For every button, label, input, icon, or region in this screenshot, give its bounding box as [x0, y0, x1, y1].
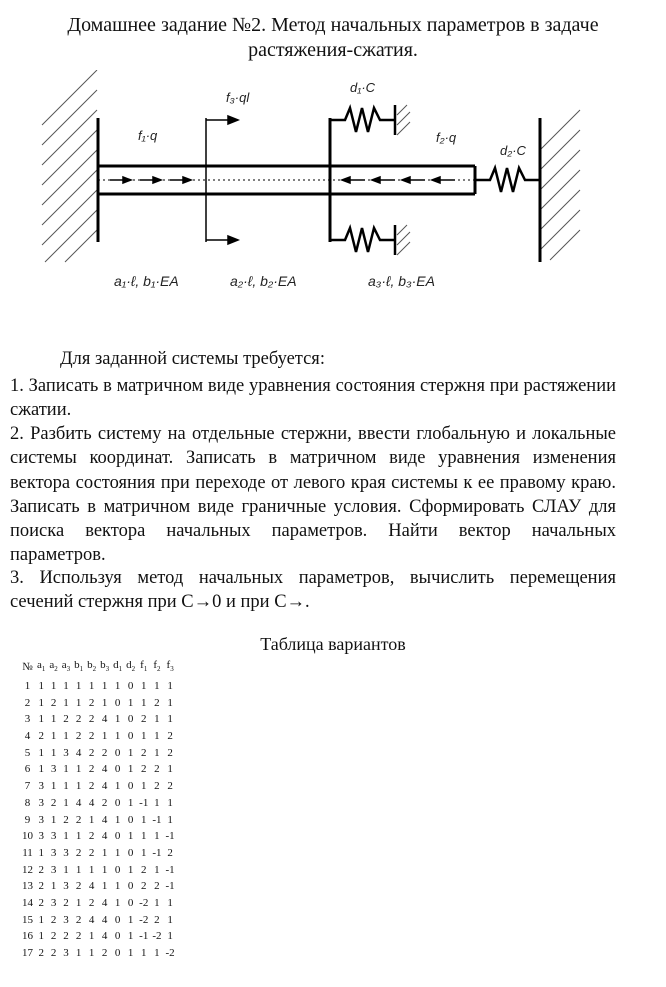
header-base: b — [100, 659, 106, 671]
table-cell: 3 — [50, 897, 57, 910]
table-cell: 4 — [101, 897, 108, 910]
table-row — [20, 728, 177, 745]
table-header-cell — [72, 657, 85, 678]
header-sub: 1 — [143, 665, 148, 674]
table-cell: 1 — [63, 796, 69, 809]
table-cell: 1 — [114, 679, 121, 692]
table-cell: 4 — [88, 796, 95, 809]
task-item-3: 3. Используя метод начальных параметров, вычислить перемещения сечений стержня при С→0 и при С→. — [10, 568, 616, 613]
table-cell: -1 — [152, 813, 162, 826]
table-cell: 1 — [38, 746, 44, 759]
header-base: f — [166, 659, 171, 671]
table-cell: 2 — [167, 846, 173, 859]
table-row — [20, 695, 177, 712]
table-cell: 2 — [154, 763, 160, 776]
table-cell: 1 — [38, 763, 44, 776]
table-cell: 2 — [38, 863, 44, 876]
table-cell: 2 — [141, 763, 147, 776]
table-header-cell — [111, 657, 124, 678]
table-cell: 1 — [63, 780, 69, 793]
table-cell: 1 — [167, 763, 173, 776]
table-cell: 1 — [75, 780, 82, 793]
table-cell: 1 — [141, 947, 147, 960]
table-cell: 1 — [141, 679, 147, 692]
table-cell: 1 — [38, 913, 44, 926]
table-cell: 0 — [114, 863, 121, 876]
table-cell: 0 — [114, 796, 121, 809]
table-cell: 3 — [50, 763, 57, 776]
table-cell: 1 — [154, 897, 160, 910]
table-cell: 2 — [167, 746, 173, 759]
table-cell: 2 — [63, 813, 69, 826]
table-cell: 2 — [88, 846, 95, 859]
table-cell: 1 — [127, 796, 134, 809]
table-cell: 4 — [88, 880, 95, 893]
table-cell: -2 — [152, 930, 162, 943]
table-cell: 2 — [50, 947, 57, 960]
table-cell: 1 — [63, 730, 69, 742]
table-cell: 3 — [38, 830, 44, 843]
table-cell: 2 — [50, 930, 57, 943]
table-cell: 3 — [50, 830, 57, 843]
header-base: a — [49, 659, 55, 671]
table-header-cell — [124, 657, 137, 678]
table-cell: 1 — [127, 947, 134, 960]
table-cell: 1 — [50, 780, 57, 793]
table-cell: 2 — [24, 696, 31, 709]
table-cell: 2 — [75, 846, 82, 859]
table-header-cell — [20, 657, 35, 678]
table-cell: 2 — [38, 947, 44, 960]
table-cell: 1 — [63, 763, 69, 776]
table-cell: 1 — [141, 813, 147, 826]
table-cell: 2 — [101, 746, 108, 759]
title-line-1: Домашнее задание №2. Метод начальных параметров в задаче — [67, 14, 599, 36]
table-cell: 0 — [114, 696, 121, 709]
table-cell: 1 — [50, 880, 57, 893]
left-wall — [42, 70, 97, 262]
table-cell: -2 — [165, 947, 175, 960]
table-cell: 1 — [38, 846, 44, 859]
table-cell: 4 — [88, 913, 95, 926]
table-cell: 1 — [154, 947, 160, 960]
table-cell: 2 — [75, 813, 82, 826]
table-cell: 1 — [167, 897, 173, 910]
table-cell: 2 — [75, 713, 82, 726]
table-cell: 6 — [24, 763, 31, 776]
table-cell: 2 — [154, 696, 160, 709]
table-row — [20, 895, 177, 912]
table-cell: 0 — [127, 813, 134, 826]
label-f3: f₃·ql — [226, 90, 250, 105]
table-cell: 1 — [75, 830, 82, 843]
variants-table — [20, 657, 177, 962]
table-header-cell — [150, 657, 163, 678]
table-cell: 1 — [127, 930, 134, 943]
table-cell: 2 — [50, 696, 57, 709]
table-cell: 0 — [114, 746, 121, 759]
table-cell: 1 — [101, 863, 108, 876]
table-cell: 1 — [38, 696, 44, 709]
table-cell: 2 — [75, 930, 82, 943]
spring-d1-bottom — [330, 225, 395, 255]
table-cell: -1 — [152, 846, 162, 859]
table-row — [20, 912, 177, 929]
table-cell: 1 — [127, 830, 134, 843]
table-cell: 1 — [75, 863, 82, 876]
table-row — [20, 928, 177, 945]
table-row — [20, 945, 177, 962]
table-cell: 2 — [50, 796, 57, 809]
table-cell: 1 — [75, 763, 82, 776]
table-cell: -2 — [139, 913, 149, 926]
spring-d2 — [475, 168, 540, 192]
table-cell: 2 — [154, 780, 160, 793]
label-d2: d₂·C — [500, 143, 526, 158]
header-sub: 3 — [105, 665, 110, 674]
header-sub: 2 — [54, 665, 58, 674]
label-seg3: a₃·ℓ, b₃·EA — [368, 273, 435, 289]
table-row — [20, 761, 177, 778]
table-row — [20, 711, 177, 728]
table-cell: 1 — [167, 796, 173, 809]
label-f2: f₂·q — [436, 130, 457, 145]
table-cell: 2 — [154, 913, 160, 926]
table-cell: 1 — [75, 947, 82, 960]
label-d1: d₁·C — [350, 80, 376, 95]
header-sub: 1 — [41, 665, 46, 674]
table-cell: 1 — [127, 746, 134, 759]
spring-d1-top — [330, 105, 395, 135]
table-cell: 11 — [22, 846, 33, 859]
table-caption: Таблица вариантов — [260, 634, 406, 654]
table-cell: 1 — [50, 713, 57, 726]
table-cell: 1 — [101, 696, 108, 709]
table-cell: 4 — [75, 796, 82, 809]
table-cell: 1 — [114, 780, 121, 793]
task-item-2: 2. Разбить систему на отдельные стержни, ввести глобальную и локальные системы координат. Записать в матричном виде уравнения изменения вектора состояния при переходе от левого края системы к ее правому краю. Записать в матричном виде граничные условия. Сформировать СЛАУ для поиска вектора начальных параметров. Найти вектор начальных параметров. — [10, 424, 616, 566]
table-cell: 2 — [63, 713, 69, 726]
task-item-1: 1. Записать в матричном виде уравнения состояния стержня при растяжении сжатии. — [10, 376, 616, 421]
table-cell: 2 — [63, 897, 69, 910]
table-cell: 1 — [154, 863, 160, 876]
table-cell: 0 — [127, 730, 134, 742]
table-cell: 4 — [101, 763, 108, 776]
table-cell: 3 — [38, 813, 44, 826]
table-cell: 2 — [167, 730, 173, 742]
table-cell: 0 — [127, 713, 134, 726]
table-cell: 1 — [127, 696, 134, 709]
table-cell: -1 — [165, 880, 175, 893]
spring-d1-top-hatch — [397, 105, 410, 135]
table-cell: 4 — [101, 780, 108, 793]
table-cell: 1 — [101, 730, 108, 742]
spring-d1-bottom-hatch — [397, 225, 410, 255]
table-cell: 0 — [114, 947, 121, 960]
table-cell: -1 — [139, 796, 149, 809]
table-cell: 1 — [101, 846, 108, 859]
table-cell: 1 — [88, 930, 95, 943]
table-row — [20, 862, 177, 879]
table-cell: 1 — [127, 763, 134, 776]
table-cell: 2 — [141, 863, 147, 876]
header-base: f — [153, 659, 158, 671]
table-cell: 2 — [38, 730, 44, 742]
table-row — [20, 812, 177, 829]
table-cell: 1 — [141, 846, 147, 859]
table-cell: 1 — [24, 679, 31, 692]
table-cell: 4 — [101, 930, 108, 943]
header-base: d — [126, 659, 132, 671]
table-cell: 0 — [114, 930, 121, 943]
table-cell: -1 — [165, 830, 175, 843]
table-cell: 0 — [127, 897, 134, 910]
header-base: № — [22, 661, 33, 674]
table-cell: 2 — [38, 897, 44, 910]
table-cell: 5 — [24, 746, 31, 759]
table-cell: 2 — [88, 763, 95, 776]
table-cell: 4 — [101, 913, 108, 926]
table-cell: 1 — [167, 813, 173, 826]
table-cell: 1 — [154, 713, 160, 726]
table-cell: 4 — [75, 746, 82, 759]
table-cell: 2 — [88, 780, 95, 793]
table-cell: 1 — [127, 913, 134, 926]
table-cell: 1 — [75, 897, 82, 910]
table-header-cell — [35, 657, 47, 678]
header-sub: 2 — [131, 665, 136, 674]
table-cell: 3 — [50, 846, 57, 859]
table-cell: 1 — [127, 863, 134, 876]
table-cell: 12 — [22, 863, 33, 876]
table-cell: 2 — [75, 730, 82, 742]
table-cell: 1 — [114, 897, 121, 910]
table-cell: 1 — [88, 679, 95, 692]
table-cell: 3 — [38, 780, 44, 793]
table-row — [20, 745, 177, 762]
table-cell: 16 — [22, 930, 33, 943]
table-cell: 1 — [63, 696, 69, 709]
table-cell: 1 — [141, 830, 147, 843]
table-cell: 1 — [114, 730, 121, 742]
table-cell: 3 — [24, 713, 31, 726]
table-row — [20, 678, 177, 695]
table-cell: -2 — [139, 897, 149, 910]
table-cell: 1 — [167, 713, 173, 726]
table-cell: 1 — [50, 746, 57, 759]
table-cell: 0 — [127, 846, 134, 859]
table-header-row — [20, 657, 177, 678]
table-cell: 3 — [50, 863, 57, 876]
header-sub: 1 — [79, 665, 84, 674]
table-cell: 1 — [75, 679, 82, 692]
table-cell: 2 — [63, 930, 69, 943]
table-cell: 1 — [114, 713, 121, 726]
task-intro: Для заданной системы требуется: — [60, 349, 325, 369]
table-row — [20, 778, 177, 795]
table-cell: 17 — [22, 947, 33, 960]
table-cell: 3 — [63, 746, 69, 759]
table-cell: 1 — [63, 863, 69, 876]
table-cell: 1 — [167, 679, 173, 692]
table-cell: 1 — [50, 730, 57, 742]
table-cell: 4 — [101, 813, 108, 826]
table-cell: 1 — [114, 880, 121, 893]
table-cell: 3 — [38, 796, 44, 809]
table-cell: 1 — [101, 679, 108, 692]
label-seg1: a₁·ℓ, b₁·EA — [114, 273, 179, 289]
table-cell: 2 — [88, 696, 95, 709]
table-cell: 2 — [167, 780, 173, 793]
label-seg2: a₂·ℓ, b₂·EA — [230, 273, 297, 289]
table-cell: 1 — [50, 813, 57, 826]
rod-diagram — [0, 70, 666, 300]
table-cell: 1 — [154, 746, 160, 759]
table-row — [20, 828, 177, 845]
table-cell: 2 — [141, 880, 147, 893]
table-cell: 2 — [154, 880, 160, 893]
table-cell: 2 — [88, 713, 95, 726]
table-cell: 9 — [24, 813, 31, 826]
table-row — [20, 795, 177, 812]
title-line-2: растяжения-сжатия. — [248, 39, 418, 61]
table-cell: 2 — [141, 713, 147, 726]
table-header-cell — [98, 657, 111, 678]
table-cell: 1 — [63, 830, 69, 843]
table-cell: 3 — [63, 913, 69, 926]
header-sub: 3 — [170, 665, 174, 674]
table-cell: 0 — [114, 830, 121, 843]
table-cell: 1 — [154, 730, 160, 742]
header-base: f — [140, 659, 144, 671]
header-sub: 2 — [92, 665, 97, 674]
table-cell: 2 — [88, 730, 95, 742]
table-header-cell — [60, 657, 72, 678]
table-cell: 1 — [63, 679, 69, 692]
table-cell: 2 — [141, 746, 147, 759]
table-cell: 1 — [167, 913, 173, 926]
table-cell: 1 — [38, 930, 44, 943]
table-row — [20, 878, 177, 895]
table-cell: 1 — [154, 830, 160, 843]
table-cell: 1 — [141, 696, 147, 709]
table-cell: 4 — [24, 730, 31, 742]
table-cell: 2 — [75, 913, 82, 926]
table-cell: 14 — [22, 897, 33, 910]
table-cell: 1 — [141, 780, 147, 793]
table-cell: 3 — [63, 880, 69, 893]
table-cell: -1 — [139, 930, 149, 943]
table-cell: 4 — [101, 830, 108, 843]
table-cell: -1 — [165, 863, 175, 876]
right-wall — [540, 110, 580, 260]
load-f1-arrows — [110, 177, 191, 183]
table-cell: 1 — [75, 696, 82, 709]
header-sub: 2 — [157, 665, 161, 674]
table-cell: 2 — [38, 880, 44, 893]
table-cell: 0 — [114, 763, 121, 776]
table-cell: 3 — [63, 846, 69, 859]
table-cell: 2 — [101, 796, 108, 809]
table-cell: 0 — [127, 780, 134, 793]
table-cell: 0 — [127, 880, 134, 893]
header-sub: 3 — [66, 665, 71, 674]
table-cell: 2 — [101, 947, 108, 960]
table-cell: 1 — [141, 730, 147, 742]
table-cell: 2 — [88, 897, 95, 910]
table-cell: 10 — [22, 830, 33, 843]
table-header-cell — [137, 657, 150, 678]
table-cell: 0 — [127, 679, 134, 692]
table-cell: 2 — [75, 880, 82, 893]
table-cell: 1 — [88, 863, 95, 876]
table-header-cell — [85, 657, 98, 678]
header-base: a — [37, 659, 42, 671]
table-cell: 2 — [88, 830, 95, 843]
header-base: b — [74, 659, 80, 671]
header-sub: 1 — [118, 665, 123, 674]
table-cell: 7 — [24, 780, 31, 793]
table-cell: 1 — [114, 846, 121, 859]
table-cell: 1 — [38, 679, 44, 692]
table-cell: 15 — [22, 913, 33, 926]
table-cell: 2 — [88, 746, 95, 759]
table-header-cell — [47, 657, 59, 678]
table-cell: 0 — [114, 913, 121, 926]
table-row — [20, 845, 177, 862]
table-cell: 1 — [167, 696, 173, 709]
header-base: a — [61, 659, 67, 671]
table-cell: 13 — [22, 880, 33, 893]
table-cell: 1 — [167, 930, 173, 943]
table-cell: 3 — [63, 947, 69, 960]
table-cell: 1 — [114, 813, 121, 826]
table-cell: 1 — [38, 713, 44, 726]
table-cell: 4 — [101, 713, 108, 726]
table-cell: 1 — [154, 796, 160, 809]
table-header-cell — [164, 657, 177, 678]
table-cell: 8 — [24, 796, 31, 809]
label-f1: f₁·q — [138, 128, 158, 143]
table-cell: 2 — [50, 913, 57, 926]
table-cell: 1 — [50, 679, 57, 692]
table-cell: 1 — [88, 813, 95, 826]
table-cell: 1 — [88, 947, 95, 960]
header-base: d — [113, 659, 119, 671]
header-base: b — [87, 659, 93, 671]
table-cell: 1 — [101, 880, 108, 893]
table-cell: 1 — [154, 679, 160, 692]
